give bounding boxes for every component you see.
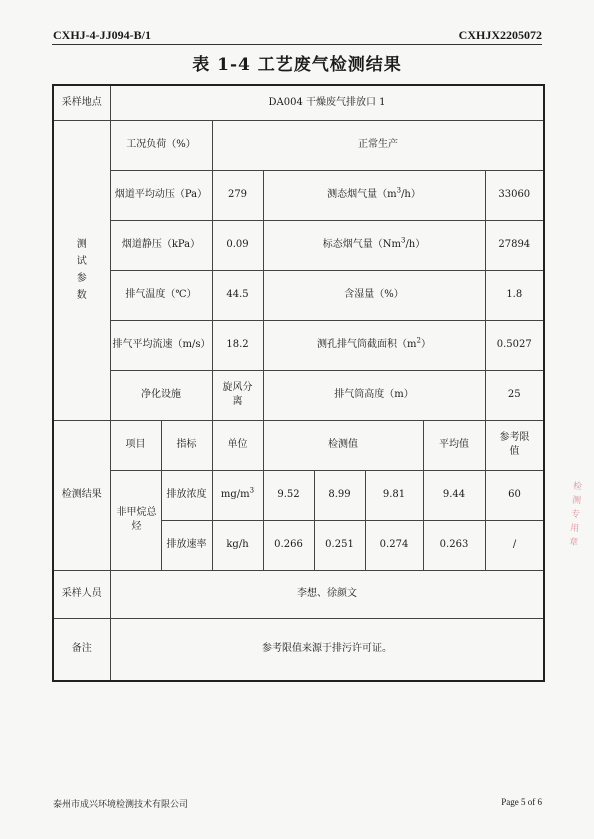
moisture-label: 含湿量（%） [263,270,485,320]
port-area-label: 测孔排气筒截面积$(m^2)$ [263,320,485,370]
results-section-label: 检测结果 [53,420,110,570]
header-item: 项目 [110,420,161,470]
header-unit: 单位 [212,420,263,470]
exhaust-velocity-label: 排气平均流速（m/s） [110,320,212,370]
notes-label: 备注 [53,618,110,681]
row-index: 排放浓度 [161,470,212,520]
row-exhaust-velocity [53,320,544,370]
results-table [52,84,545,682]
test-params-section-label: 测试参数 [53,120,110,420]
load-label: 工况负荷（%） [110,120,212,170]
flue-static-pressure-value: 0.09 [212,220,263,270]
stack-height-label: 排气筒高度（m） [263,370,485,420]
measured-flow-value: 33060 [485,170,544,220]
report-code-left: CXHJ-4-JJ094-B/1 [53,28,151,42]
row-results-header [53,420,544,470]
row-sampling-site [53,85,544,120]
footer-page-number: Page 5 of 6 [501,797,542,807]
report-code-right: CXHJX2205072 [458,28,542,42]
stack-height-value: 25 [485,370,544,420]
row-index: 排放速率 [161,520,212,570]
sampling-site-value: DA004 干燥废气排放口 1 [110,85,544,120]
footer-company: 泰州市成兴环境检测技术有限公司 [53,800,189,810]
flue-dyn-pressure-value: 279 [212,170,263,220]
samplers-value: 李想、徐颜文 [110,570,544,618]
standard-flow-value: 27894 [485,220,544,270]
row-exhaust-temp [53,270,544,320]
exhaust-temp-label: 排气温度（℃） [110,270,212,320]
table-title: 表 1-4 工艺废气检测结果 [192,55,402,75]
header-index: 指标 [161,420,212,470]
row-samplers [53,570,544,618]
row-flue-static-pressure [53,220,544,270]
samplers-label: 采样人员 [53,570,110,618]
row-limit: 60 [485,470,544,520]
row-value-3: 0.274 [365,520,423,570]
row-purification [53,370,544,420]
flue-dyn-pressure-label: 烟道平均动压（Pa） [110,170,212,220]
header-average: 平均值 [423,420,485,470]
row-flue-dyn-pressure [53,170,544,220]
row-limit: / [485,520,544,570]
result-row-concentration [53,470,544,520]
header-limit: 参考限值 [485,420,544,470]
load-value: 正常生产 [212,120,544,170]
flue-static-pressure-label: 烟道静压（kPa） [110,220,212,270]
measured-flow-label: 测态烟气量$(m^3/h)$ [263,170,485,220]
purification-label: 净化设施 [110,370,212,420]
row-average: 9.44 [423,470,485,520]
port-area-value: 0.5027 [485,320,544,370]
row-unit: $mg/m^3$ [212,470,263,520]
stamp-fragment: 检测专用章 [568,481,583,549]
row-value-2: 8.99 [314,470,365,520]
row-unit: kg/h [212,520,263,570]
moisture-value: 1.8 [485,270,544,320]
row-value-1: 0.266 [263,520,314,570]
row-value-2: 0.251 [314,520,365,570]
header-measured: 检测值 [263,420,423,470]
notes-value: 参考限值来源于排污许可证。 [110,618,544,681]
sampling-site-label: 采样地点 [53,85,110,120]
row-average: 0.263 [423,520,485,570]
purification-value: 旋风分离 [212,370,263,420]
exhaust-velocity-value: 18.2 [212,320,263,370]
exhaust-temp-value: 44.5 [212,270,263,320]
row-notes [53,618,544,681]
header-divider [52,44,542,45]
standard-flow-label: 标态烟气量（Nm$^3$/h） [263,220,485,270]
row-load [53,120,544,170]
row-value-3: 9.81 [365,470,423,520]
item-name: 非甲烷总烃 [110,470,161,570]
row-value-1: 9.52 [263,470,314,520]
